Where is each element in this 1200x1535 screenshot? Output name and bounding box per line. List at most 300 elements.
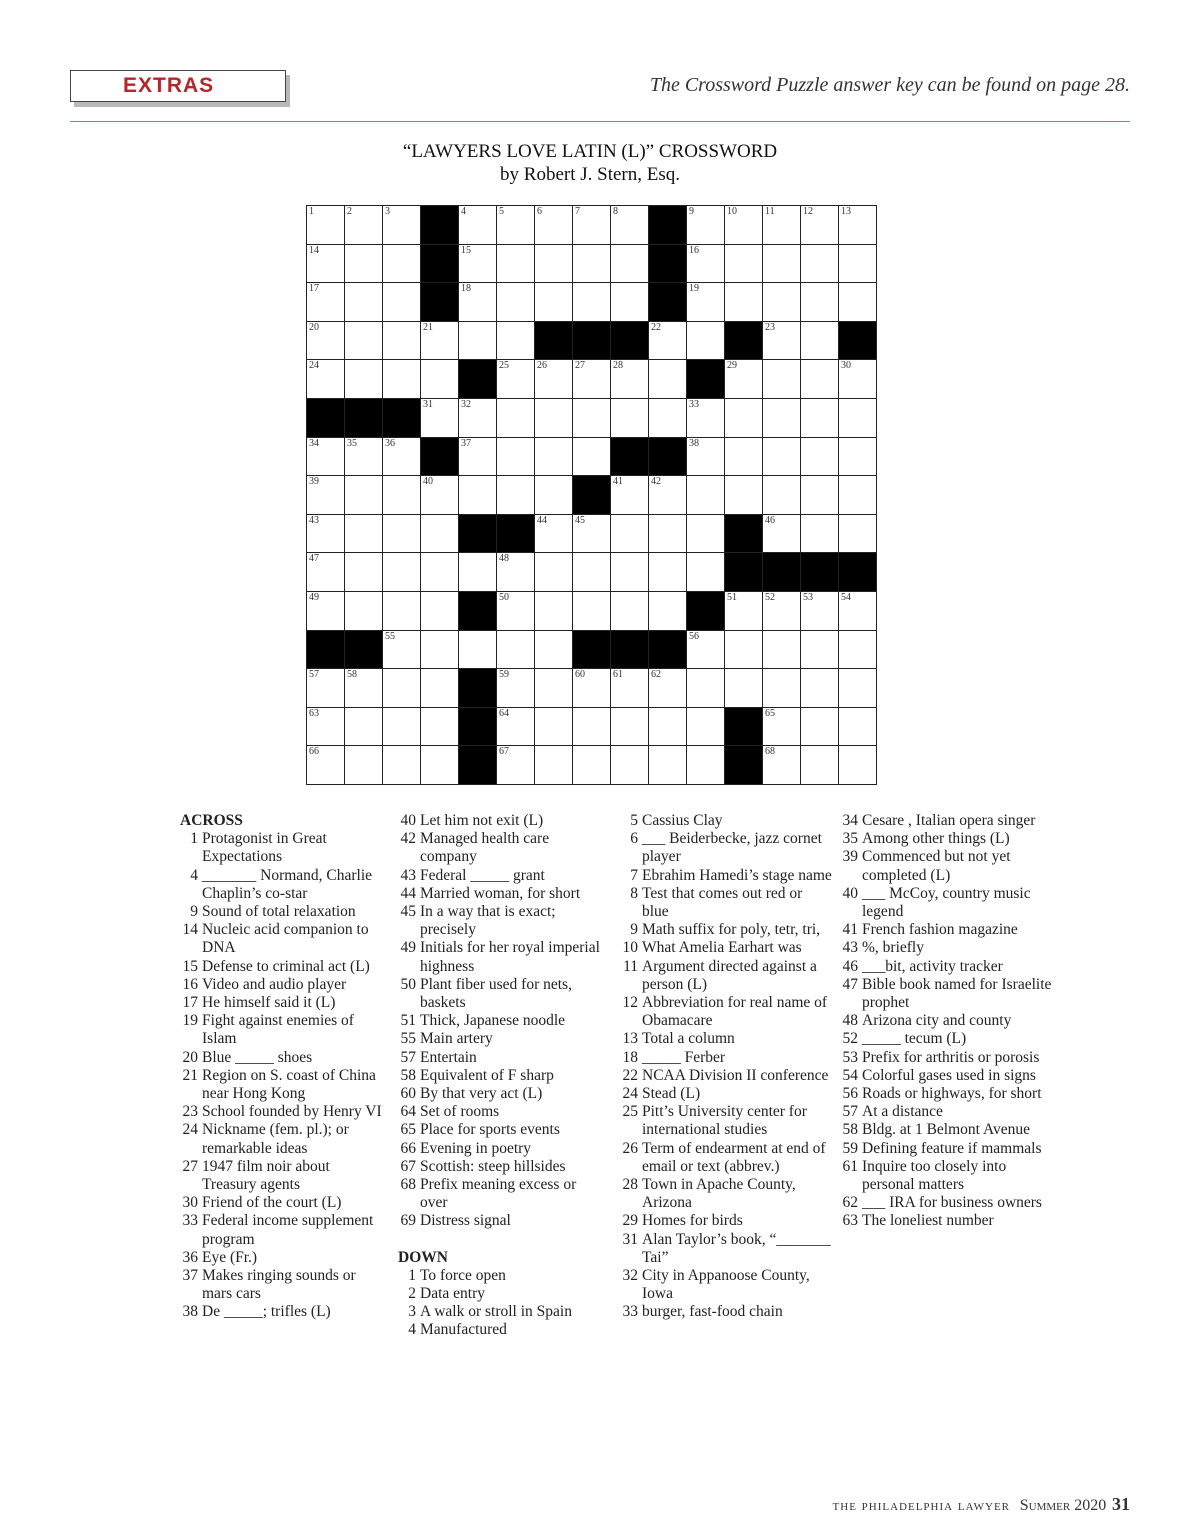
grid-cell[interactable] xyxy=(496,668,535,708)
grid-cell[interactable] xyxy=(838,668,877,708)
clue-item xyxy=(840,1085,1056,1103)
grid-cell[interactable] xyxy=(762,359,801,399)
clue-item xyxy=(398,903,604,939)
grid-cell[interactable] xyxy=(344,668,383,708)
grid-cell-black xyxy=(458,514,497,554)
grid-cell[interactable] xyxy=(496,591,535,631)
grid-cell[interactable] xyxy=(534,437,573,477)
grid-cell[interactable] xyxy=(306,244,345,284)
grid-cell[interactable] xyxy=(800,514,839,554)
grid-cell[interactable] xyxy=(838,591,877,631)
grid-cell-number: 50 xyxy=(499,592,509,603)
grid-cell[interactable] xyxy=(724,244,763,284)
clue-number: 51 xyxy=(400,1012,416,1030)
grid-cell-number: 54 xyxy=(841,592,851,603)
clue-number: 50 xyxy=(400,975,416,993)
grid-cell[interactable] xyxy=(648,398,687,438)
grid-cell[interactable] xyxy=(458,437,497,477)
grid-cell-number: 28 xyxy=(613,360,623,372)
grid-cell-number: 17 xyxy=(309,283,319,295)
grid-cell[interactable] xyxy=(838,282,877,322)
grid-cell[interactable] xyxy=(686,630,725,670)
clue-text: Total a column xyxy=(642,1030,735,1048)
clue-item xyxy=(620,867,832,885)
grid-cell[interactable] xyxy=(572,514,611,554)
clue-number: 10 xyxy=(622,939,638,957)
grid-cell[interactable] xyxy=(648,359,687,399)
clue-item xyxy=(620,812,832,830)
clue-item xyxy=(620,939,832,957)
grid-cell-black xyxy=(648,205,687,245)
grid-cell[interactable] xyxy=(762,668,801,708)
clue-text: burger, fast-food chain xyxy=(642,1303,783,1321)
grid-cell[interactable] xyxy=(496,437,535,477)
clue-item xyxy=(840,958,1056,976)
grid-cell[interactable] xyxy=(534,630,573,670)
grid-cell[interactable] xyxy=(724,591,763,631)
grid-cell[interactable] xyxy=(610,398,649,438)
clue-text: Federal _____ grant xyxy=(420,866,545,884)
grid-cell-number: 40 xyxy=(423,476,433,488)
grid-cell[interactable] xyxy=(838,359,877,399)
grid-cell[interactable] xyxy=(496,630,535,670)
grid-cell[interactable] xyxy=(534,475,573,515)
grid-cell[interactable] xyxy=(344,514,383,554)
grid-cell[interactable] xyxy=(496,321,535,361)
grid-cell[interactable] xyxy=(610,475,649,515)
clue-text: ___ Beiderbecke, jazz cornet player xyxy=(642,830,822,866)
grid-cell[interactable] xyxy=(306,668,345,708)
grid-cell[interactable] xyxy=(382,707,421,747)
clue-number: 16 xyxy=(182,975,198,993)
clue-number: 58 xyxy=(842,1121,858,1139)
clue-number: 64 xyxy=(400,1103,416,1121)
grid-cell[interactable] xyxy=(686,321,725,361)
grid-cell-number: 47 xyxy=(309,553,319,565)
grid-cell[interactable] xyxy=(800,475,839,515)
grid-cell-number: 68 xyxy=(765,746,775,758)
grid-cell[interactable] xyxy=(534,244,573,284)
grid-cell-number: 60 xyxy=(575,669,585,681)
clue-number: 53 xyxy=(842,1048,858,1066)
clue-item xyxy=(398,1103,604,1121)
grid-cell[interactable] xyxy=(838,244,877,284)
clue-number: 30 xyxy=(182,1194,198,1212)
grid-cell[interactable] xyxy=(344,745,383,785)
grid-cell[interactable] xyxy=(762,707,801,747)
grid-cell[interactable] xyxy=(572,745,611,785)
grid-cell[interactable] xyxy=(344,437,383,477)
grid-cell[interactable] xyxy=(610,552,649,592)
clue-item xyxy=(840,1049,1056,1067)
grid-cell[interactable] xyxy=(648,668,687,708)
grid-cell[interactable] xyxy=(572,398,611,438)
grid-cell[interactable] xyxy=(762,437,801,477)
grid-cell[interactable] xyxy=(306,282,345,322)
grid-cell-black xyxy=(572,321,611,361)
clue-text: Math suffix for poly, tetr, tri, xyxy=(642,921,821,939)
grid-cell-number: 36 xyxy=(385,437,395,449)
grid-cell[interactable] xyxy=(648,552,687,592)
grid-cell[interactable] xyxy=(686,707,725,747)
publication-name: the philadelphia lawyer xyxy=(832,1498,1011,1514)
grid-cell[interactable] xyxy=(496,282,535,322)
clue-number: 48 xyxy=(842,1012,858,1030)
grid-cell-black xyxy=(382,398,421,438)
grid-cell-black xyxy=(648,437,687,477)
grid-cell[interactable] xyxy=(496,707,535,747)
grid-cell[interactable] xyxy=(344,205,383,245)
grid-cell[interactable] xyxy=(800,437,839,477)
grid-cell[interactable] xyxy=(610,745,649,785)
clue-item xyxy=(620,1103,832,1139)
clue-number: 33 xyxy=(182,1212,198,1230)
grid-cell[interactable] xyxy=(800,591,839,631)
grid-cell[interactable] xyxy=(686,437,725,477)
clue-item xyxy=(840,1067,1056,1085)
grid-cell[interactable] xyxy=(762,282,801,322)
grid-cell[interactable] xyxy=(762,398,801,438)
grid-cell[interactable] xyxy=(800,282,839,322)
grid-cell[interactable] xyxy=(686,514,725,554)
clue-text: Eye (Fr.) xyxy=(202,1248,258,1266)
clue-item xyxy=(398,939,604,975)
clue-text: Test that comes out red or blue xyxy=(642,884,803,921)
grid-cell[interactable] xyxy=(572,552,611,592)
grid-cell[interactable] xyxy=(420,630,459,670)
grid-cell[interactable] xyxy=(572,359,611,399)
grid-cell[interactable] xyxy=(382,475,421,515)
grid-cell[interactable] xyxy=(306,745,345,785)
clue-number: 21 xyxy=(182,1066,198,1084)
grid-cell[interactable] xyxy=(800,205,839,245)
grid-cell[interactable] xyxy=(686,668,725,708)
grid-cell-number: 4 xyxy=(461,206,466,217)
grid-cell[interactable] xyxy=(838,630,877,670)
grid-cell[interactable] xyxy=(572,282,611,322)
grid-cell[interactable] xyxy=(344,475,383,515)
grid-cell[interactable] xyxy=(572,437,611,477)
clue-number: 5 xyxy=(630,812,638,829)
grid-cell[interactable] xyxy=(382,591,421,631)
grid-cell[interactable] xyxy=(686,552,725,592)
clue-number: 11 xyxy=(623,957,638,975)
clue-text: Term of endearment at end of email or text (abbrev.) xyxy=(642,1139,826,1175)
grid-cell-number: 52 xyxy=(765,592,775,603)
grid-cell-number: 37 xyxy=(461,437,471,449)
grid-cell[interactable] xyxy=(344,321,383,361)
grid-cell-number: 51 xyxy=(727,592,737,603)
grid-cell[interactable] xyxy=(610,668,649,708)
grid-cell-black xyxy=(458,591,497,631)
clue-column-4 xyxy=(840,812,1056,1231)
clue-number: 65 xyxy=(400,1121,416,1139)
grid-cell[interactable] xyxy=(572,205,611,245)
grid-cell[interactable] xyxy=(306,475,345,515)
grid-cell[interactable] xyxy=(458,475,497,515)
grid-cell[interactable] xyxy=(800,630,839,670)
grid-cell[interactable] xyxy=(648,321,687,361)
grid-cell[interactable] xyxy=(724,359,763,399)
grid-cell[interactable] xyxy=(838,745,877,785)
clue-item xyxy=(620,1140,832,1176)
grid-cell[interactable] xyxy=(382,321,421,361)
grid-cell[interactable] xyxy=(458,205,497,245)
clue-item xyxy=(620,921,832,939)
grid-cell[interactable] xyxy=(458,398,497,438)
clue-item xyxy=(840,921,1056,939)
grid-cell[interactable] xyxy=(382,745,421,785)
grid-cell-number: 8 xyxy=(613,206,618,217)
grid-cell[interactable] xyxy=(648,591,687,631)
grid-cell[interactable] xyxy=(534,591,573,631)
grid-cell[interactable] xyxy=(724,630,763,670)
grid-cell[interactable] xyxy=(382,244,421,284)
grid-cell-number: 67 xyxy=(499,746,509,758)
grid-cell[interactable] xyxy=(382,630,421,670)
clue-text: Pitt’s University center for international studies xyxy=(642,1103,807,1139)
clue-text: French fashion magazine xyxy=(862,921,1018,939)
grid-cell[interactable] xyxy=(800,707,839,747)
grid-cell[interactable] xyxy=(496,475,535,515)
grid-cell[interactable] xyxy=(458,630,497,670)
grid-cell[interactable] xyxy=(534,668,573,708)
grid-cell[interactable] xyxy=(572,244,611,284)
clue-text: Fight against enemies of Islam xyxy=(202,1012,354,1048)
grid-cell[interactable] xyxy=(610,205,649,245)
clue-item xyxy=(180,994,386,1012)
grid-cell-black xyxy=(762,552,801,592)
clue-item xyxy=(180,1067,386,1103)
grid-cell-black xyxy=(648,282,687,322)
grid-cell[interactable] xyxy=(420,668,459,708)
grid-cell[interactable] xyxy=(838,514,877,554)
grid-cell-number: 20 xyxy=(309,321,319,333)
grid-cell[interactable] xyxy=(420,475,459,515)
grid-cell[interactable] xyxy=(762,321,801,361)
grid-cell[interactable] xyxy=(648,514,687,554)
clue-number: 24 xyxy=(182,1121,198,1139)
grid-cell[interactable] xyxy=(382,282,421,322)
grid-cell[interactable] xyxy=(800,244,839,284)
grid-cell[interactable] xyxy=(724,475,763,515)
grid-cell[interactable] xyxy=(534,398,573,438)
grid-cell[interactable] xyxy=(838,437,877,477)
grid-cell[interactable] xyxy=(344,244,383,284)
grid-cell[interactable] xyxy=(534,745,573,785)
clue-text: _____ Ferber xyxy=(642,1048,726,1066)
grid-cell[interactable] xyxy=(686,398,725,438)
grid-cell[interactable] xyxy=(610,282,649,322)
clue-text: City in Appanoose County, Iowa xyxy=(642,1267,810,1303)
clue-number: 20 xyxy=(182,1048,198,1066)
grid-cell[interactable] xyxy=(344,282,383,322)
puzzle-title: “LAWYERS LOVE LATIN (L)” CROSSWORD xyxy=(402,141,778,162)
grid-cell[interactable] xyxy=(762,745,801,785)
grid-cell[interactable] xyxy=(572,668,611,708)
grid-cell[interactable] xyxy=(800,398,839,438)
clue-item xyxy=(840,885,1056,921)
clue-item xyxy=(398,1030,604,1048)
grid-cell-black xyxy=(458,745,497,785)
clue-item xyxy=(398,1067,604,1085)
grid-cell[interactable] xyxy=(344,707,383,747)
grid-cell[interactable] xyxy=(534,359,573,399)
clue-item xyxy=(398,1285,604,1303)
grid-cell[interactable] xyxy=(306,552,345,592)
grid-cell[interactable] xyxy=(534,514,573,554)
grid-cell[interactable] xyxy=(838,205,877,245)
clue-number: 56 xyxy=(842,1085,858,1103)
clue-text: Cassius Clay xyxy=(642,812,723,829)
clue-item xyxy=(398,1012,604,1030)
grid-cell[interactable] xyxy=(610,707,649,747)
grid-cell[interactable] xyxy=(458,321,497,361)
grid-cell[interactable] xyxy=(724,282,763,322)
grid-cell[interactable] xyxy=(610,359,649,399)
grid-cell[interactable] xyxy=(306,591,345,631)
grid-cell[interactable] xyxy=(610,514,649,554)
grid-cell[interactable] xyxy=(534,282,573,322)
grid-cell[interactable] xyxy=(800,745,839,785)
grid-cell[interactable] xyxy=(800,359,839,399)
grid-cell[interactable] xyxy=(724,398,763,438)
grid-cell[interactable] xyxy=(762,205,801,245)
grid-cell[interactable] xyxy=(686,475,725,515)
grid-cell[interactable] xyxy=(838,475,877,515)
grid-cell-number: 55 xyxy=(385,630,395,642)
grid-cell[interactable] xyxy=(306,437,345,477)
grid-cell[interactable] xyxy=(496,398,535,438)
grid-cell-black xyxy=(420,205,459,245)
grid-cell[interactable] xyxy=(306,321,345,361)
clue-text: _______ Normand, Charlie Chaplin’s co-star xyxy=(202,866,373,902)
clue-item xyxy=(398,1212,604,1230)
page-footer xyxy=(833,1494,1130,1515)
clue-item xyxy=(840,830,1056,848)
grid-cell[interactable] xyxy=(534,205,573,245)
grid-cell[interactable] xyxy=(344,591,383,631)
clue-number: 45 xyxy=(400,903,416,921)
clue-text: Distress signal xyxy=(420,1212,511,1230)
clue-number: 31 xyxy=(622,1230,638,1248)
grid-cell[interactable] xyxy=(420,321,459,361)
grid-cell[interactable] xyxy=(496,244,535,284)
clue-item xyxy=(398,1049,604,1067)
grid-cell[interactable] xyxy=(458,244,497,284)
grid-cell[interactable] xyxy=(382,668,421,708)
grid-cell[interactable] xyxy=(496,552,535,592)
grid-cell[interactable] xyxy=(686,205,725,245)
grid-cell[interactable] xyxy=(458,282,497,322)
grid-cell[interactable] xyxy=(306,707,345,747)
clue-text: Stead (L) xyxy=(642,1085,701,1103)
grid-cell[interactable] xyxy=(496,205,535,245)
grid-cell[interactable] xyxy=(382,552,421,592)
clue-number: 14 xyxy=(182,921,198,939)
grid-cell[interactable] xyxy=(382,205,421,245)
grid-cell[interactable] xyxy=(420,745,459,785)
grid-cell[interactable] xyxy=(762,630,801,670)
grid-cell[interactable] xyxy=(762,591,801,631)
across-heading: ACROSS xyxy=(180,812,243,829)
grid-cell[interactable] xyxy=(838,398,877,438)
grid-cell[interactable] xyxy=(496,745,535,785)
grid-cell[interactable] xyxy=(420,591,459,631)
clue-item xyxy=(180,1303,386,1321)
grid-cell[interactable] xyxy=(800,321,839,361)
grid-cell[interactable] xyxy=(496,359,535,399)
grid-cell[interactable] xyxy=(762,475,801,515)
grid-cell[interactable] xyxy=(800,668,839,708)
clue-text: Entertain xyxy=(420,1048,477,1066)
grid-cell[interactable] xyxy=(534,552,573,592)
grid-cell[interactable] xyxy=(724,437,763,477)
grid-cell-black xyxy=(306,630,345,670)
grid-cell[interactable] xyxy=(686,282,725,322)
grid-cell[interactable] xyxy=(610,244,649,284)
grid-cell-number: 34 xyxy=(309,437,319,449)
grid-cell-black xyxy=(724,321,763,361)
grid-cell[interactable] xyxy=(420,707,459,747)
grid-cell[interactable] xyxy=(458,552,497,592)
grid-cell[interactable] xyxy=(686,745,725,785)
grid-cell[interactable] xyxy=(420,398,459,438)
grid-cell-number: 39 xyxy=(309,476,319,488)
grid-cell[interactable] xyxy=(420,552,459,592)
grid-cell[interactable] xyxy=(724,668,763,708)
clue-text: Defining feature if mammals xyxy=(862,1139,1042,1157)
grid-cell-number: 38 xyxy=(689,437,699,449)
grid-cell[interactable] xyxy=(344,359,383,399)
grid-cell[interactable] xyxy=(382,437,421,477)
grid-cell[interactable] xyxy=(762,244,801,284)
grid-cell-number: 1 xyxy=(309,206,314,217)
grid-cell-number: 61 xyxy=(613,669,623,681)
grid-cell[interactable] xyxy=(420,514,459,554)
clue-item xyxy=(840,976,1056,1012)
grid-cell[interactable] xyxy=(382,514,421,554)
clue-item xyxy=(840,939,1056,957)
grid-cell[interactable] xyxy=(306,514,345,554)
clue-number: 37 xyxy=(182,1267,198,1285)
grid-cell[interactable] xyxy=(648,745,687,785)
grid-cell[interactable] xyxy=(838,707,877,747)
clue-number: 6 xyxy=(630,830,638,848)
grid-cell[interactable] xyxy=(686,244,725,284)
grid-cell[interactable] xyxy=(572,707,611,747)
grid-cell-number: 46 xyxy=(765,514,775,526)
grid-cell[interactable] xyxy=(724,205,763,245)
clue-number: 19 xyxy=(182,1012,198,1030)
grid-cell[interactable] xyxy=(420,359,459,399)
grid-cell[interactable] xyxy=(648,707,687,747)
grid-cell[interactable] xyxy=(344,552,383,592)
grid-cell[interactable] xyxy=(382,359,421,399)
grid-cell[interactable] xyxy=(648,475,687,515)
clue-text: ___ IRA for business owners xyxy=(862,1194,1042,1212)
grid-cell[interactable] xyxy=(306,205,345,245)
grid-cell[interactable] xyxy=(762,514,801,554)
grid-cell[interactable] xyxy=(306,359,345,399)
grid-cell-number: 7 xyxy=(575,206,580,217)
grid-cell[interactable] xyxy=(610,591,649,631)
clue-item xyxy=(620,1303,832,1321)
grid-cell[interactable] xyxy=(572,591,611,631)
clue-item xyxy=(620,1067,832,1085)
clue-text: A walk or stroll in Spain xyxy=(420,1303,572,1321)
grid-cell[interactable] xyxy=(534,707,573,747)
